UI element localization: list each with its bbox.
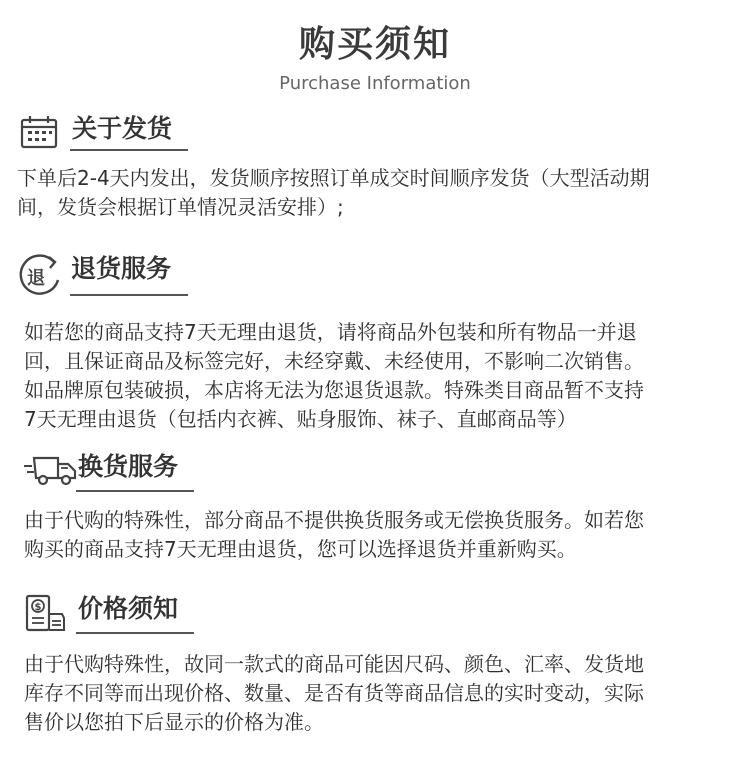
page-subtitle: Purchase Information — [279, 73, 471, 94]
delivery-truck-icon — [24, 454, 78, 492]
price-line: 库存不同等而出现价格、数量、是否有货等商品信息的实时变动，实际 — [24, 681, 644, 705]
exchange-section-title: 换货服务 — [78, 452, 179, 481]
price-section-underline — [76, 632, 194, 634]
exchange-section-header — [24, 450, 204, 500]
exchange-section — [0, 450, 750, 570]
price-section — [0, 592, 750, 742]
price-line: 售价以您拍下后显示的价格为准。 — [24, 710, 324, 734]
shipping-line: 间，发货会根据订单情况灵活安排）; — [17, 195, 344, 219]
exchange-line: 购买的商品支持7天无理由退货，您可以选择退货并重新购买。 — [24, 537, 577, 561]
return-line: 如若您的商品支持7天无理由退货，请将商品外包装和所有物品一并退 — [24, 320, 637, 344]
shipping-section-header — [20, 112, 200, 162]
return-line: 回，且保证商品及标签完好，未经穿戴、未经使用，不影响二次销售。 — [24, 349, 644, 373]
shipping-line: 下单后2-4天内发出，发货顺序按照订单成交时间顺序发货（大型活动期 — [17, 166, 650, 190]
return-section-header — [16, 252, 196, 302]
return-section-body — [24, 318, 644, 434]
shipping-section — [0, 112, 750, 222]
page-title: 购买须知 — [298, 24, 451, 65]
return-section — [0, 252, 750, 442]
price-tag-icon — [24, 594, 68, 638]
shipping-section-title: 关于发货 — [72, 114, 173, 143]
return-section-title: 退货服务 — [71, 254, 172, 283]
exchange-section-body — [24, 506, 644, 564]
svg-text:$: $ — [34, 602, 42, 613]
exchange-line: 由于代购的特殊性，部分商品不提供换货服务或无偿换货服务。如若您 — [24, 508, 644, 532]
return-line: 如品牌原包装破损，本店将无法为您退货退款。特殊类目商品暂不支持 — [24, 378, 644, 402]
price-section-title: 价格须知 — [78, 594, 179, 623]
return-line: 7天无理由退货（包括内衣裤、贴身服饰、袜子、直邮商品等） — [24, 407, 577, 431]
calendar-icon — [20, 115, 58, 153]
price-line: 由于代购特殊性，故同一款式的商品可能因尺码、颜色、汇率、发货地 — [24, 652, 644, 676]
price-section-body — [24, 650, 644, 737]
return-section-underline — [70, 294, 188, 296]
exchange-section-underline — [76, 490, 194, 492]
return-icon-text: 退 — [27, 268, 45, 289]
shipping-section-body — [17, 164, 650, 222]
shipping-section-underline — [70, 149, 188, 151]
price-section-header — [24, 592, 204, 642]
return-icon — [16, 254, 64, 302]
